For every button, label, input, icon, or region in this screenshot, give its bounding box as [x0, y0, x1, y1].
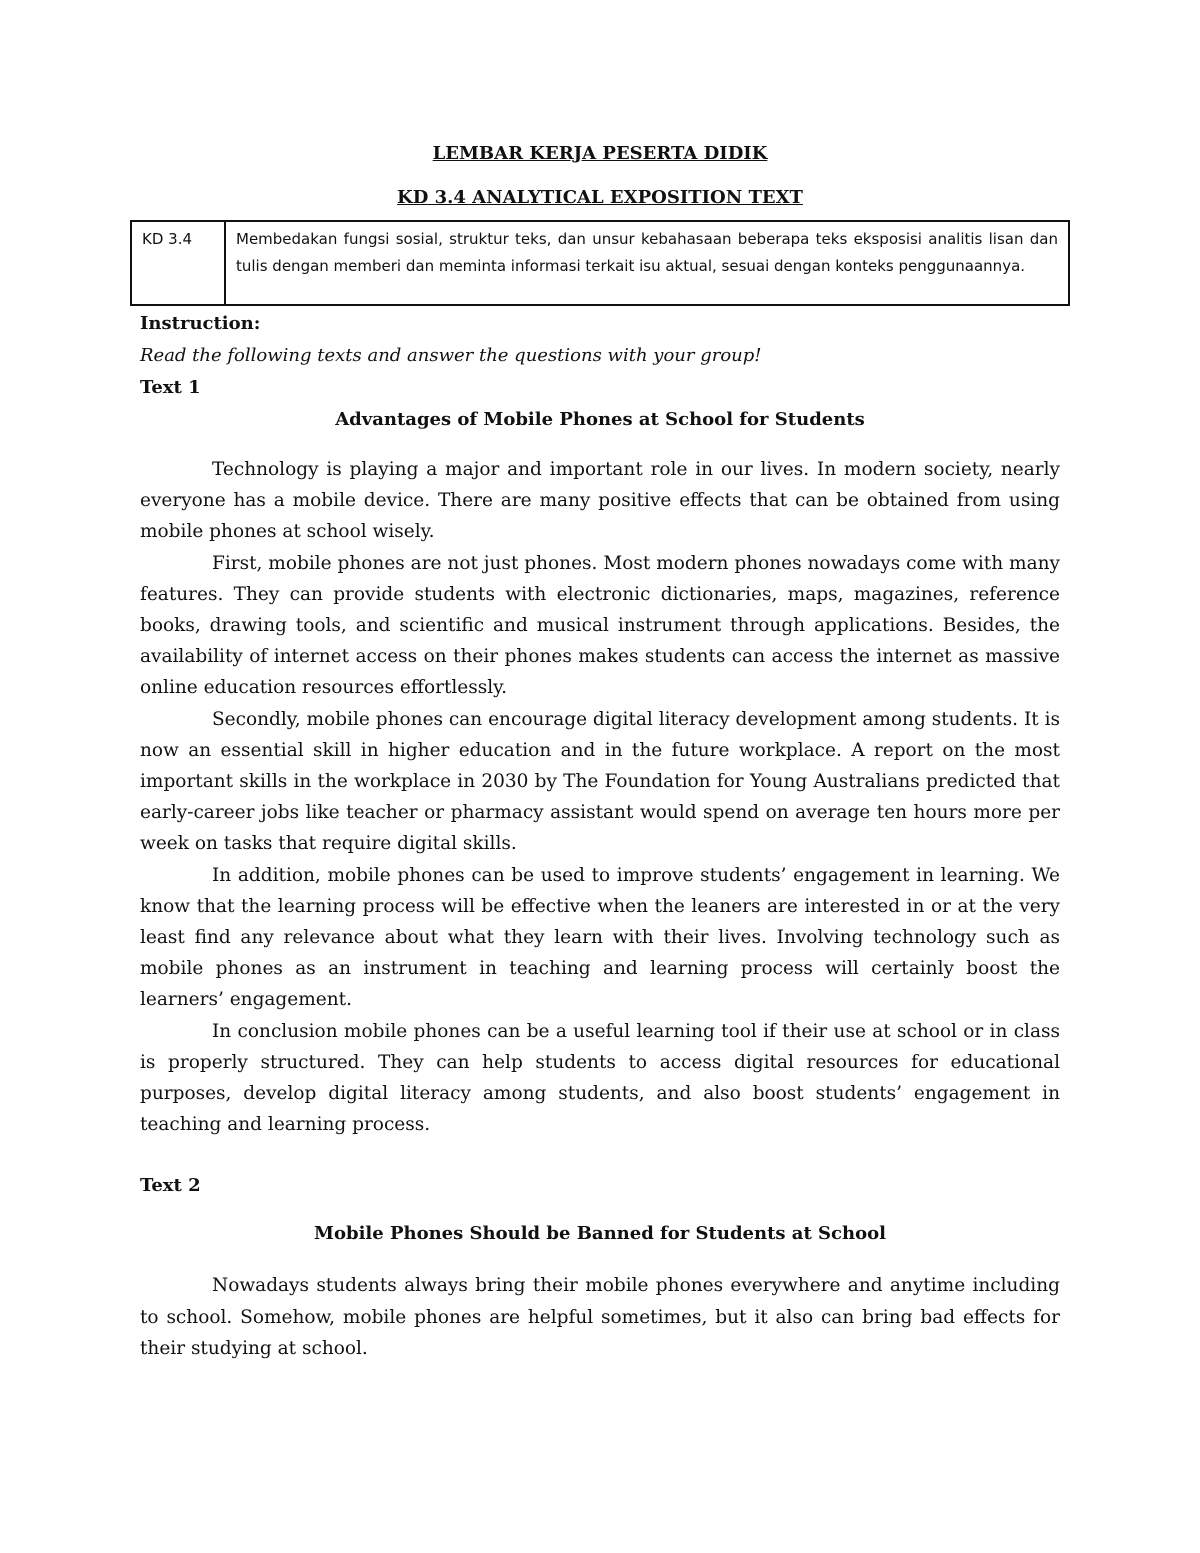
- text1-paragraph: In conclusion mobile phones can be a useful learning tool if their use at school or in class is properly structured. They can help students to access digital resources for educational purposes, develop digital literacy among students, and also boost students’ engagement in teaching and learning process.: [140, 1020, 1060, 1136]
- text1-paragraph: Secondly, mobile phones can encourage digital literacy development among students. It is now an essential skill in higher education and in the future workplace. A report on the most important skills in the workplace in 2030 by The Foundation for Young Australians predicted that early-career jobs like teacher or pharmacy assistant would spend on average ten hours more per week on tasks that require digital skills.: [140, 708, 1060, 855]
- text2-body: [140, 1270, 1060, 1364]
- document-title: LEMBAR KERJA PESERTA DIDIK: [432, 143, 768, 164]
- text1-paragraph: Technology is playing a major and important role in our lives. In modern society, nearly everyone has a mobile device. There are many positive effects that can be obtained from using mobile phones at school wisely.: [140, 459, 1060, 543]
- text2-paragraph: Nowadays students always bring their mobile phones everywhere and anytime including to school. Somehow, mobile phones are helpful sometimes, but it also can bring bad effects for their studying at school.: [140, 1275, 1060, 1359]
- kd-table-row: [131, 221, 1069, 305]
- document-subtitle: KD 3.4 ANALYTICAL EXPOSITION TEXT: [397, 187, 803, 208]
- instruction-text: Read the following texts and answer the questions with your group!: [140, 345, 762, 366]
- text2-label: Text 2: [140, 1175, 201, 1197]
- document-page: [140, 140, 1060, 1364]
- text1-paragraph: First, mobile phones are not just phones. Most modern phones nowadays come with many features. They can provide students with electronic dictionaries, maps, magazines, reference books, drawing tools, and scientific and musical instrument through applications. Besides, the availability of internet access on their phones makes students can access the internet as massive online education resources effortlessly.: [140, 552, 1060, 699]
- kd-description-cell: Membedakan fungsi sosial, struktur teks, dan unsur kebahasaan beberapa teks eksposisi analitis lisan dan tulis dengan memberi dan meminta informasi terkait isu aktual, sesuai dengan konteks penggunaannya.: [225, 221, 1069, 305]
- text2-title: Mobile Phones Should be Banned for Students at School: [314, 1223, 886, 1245]
- text1-paragraph: In addition, mobile phones can be used to improve students’ engagement in learning. We know that the learning process will be effective when the leaners are interested in or at the very least find any relevance about what they learn with their lives. Involving technology such as mobile phones as an instrument in teaching and learning process will certainly boost the learners’ engagement.: [140, 864, 1060, 1011]
- kd-table: [130, 220, 1070, 306]
- text1-label: Text 1: [140, 377, 201, 398]
- instruction-label: Instruction:: [140, 313, 261, 334]
- kd-code-cell: KD 3.4: [131, 221, 225, 305]
- text1-title: Advantages of Mobile Phones at School for Students: [335, 409, 865, 430]
- text1-body: [140, 454, 1060, 1140]
